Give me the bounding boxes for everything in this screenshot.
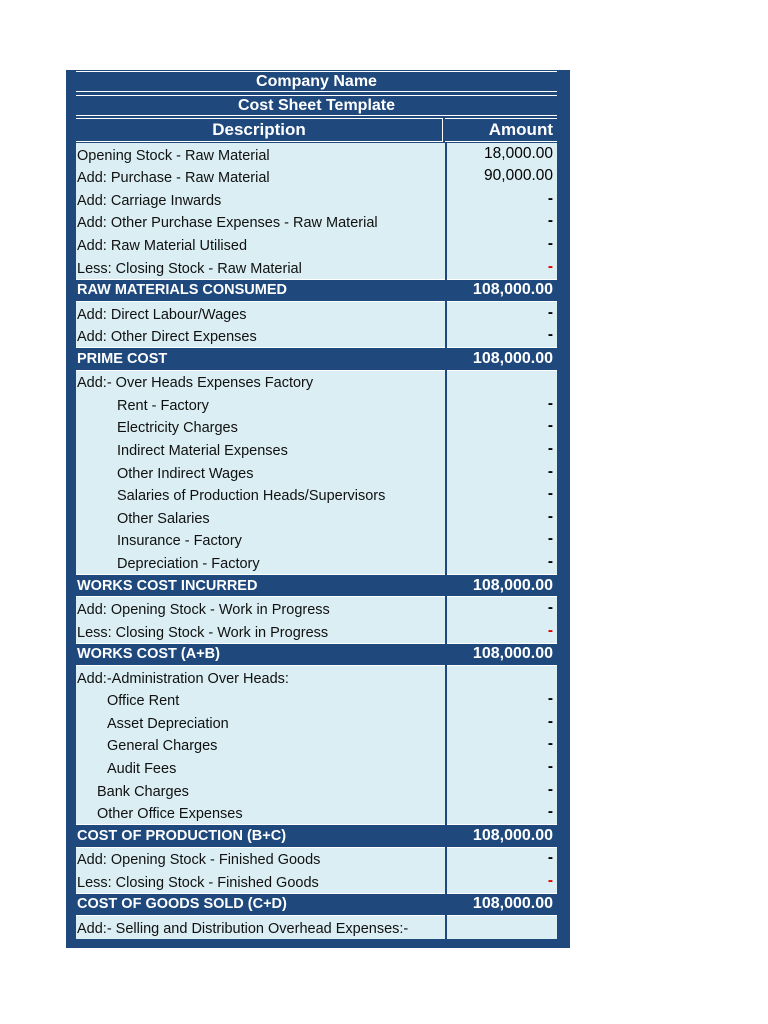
amount-cell[interactable]: - [447, 597, 557, 620]
description-cell[interactable]: Depreciation - Factory [76, 551, 445, 574]
company-name: Company Name [256, 72, 377, 90]
table-row [76, 438, 557, 461]
table-row [76, 711, 557, 734]
description-cell[interactable]: Add: Other Direct Expenses [76, 325, 445, 348]
description-cell[interactable]: PRIME COST [76, 347, 445, 370]
amount-cell[interactable]: 108,000.00 [447, 824, 557, 847]
description-cell[interactable]: Add:-Administration Over Heads: [76, 666, 445, 689]
table-row [76, 870, 557, 893]
amount-cell[interactable]: - [447, 711, 557, 734]
amount-cell[interactable]: - [447, 802, 557, 825]
description-cell[interactable]: COST OF GOODS SOLD (C+D) [76, 893, 445, 916]
amount-cell[interactable]: - [447, 325, 557, 348]
amount-cell[interactable]: - [447, 484, 557, 507]
amount-cell[interactable]: 108,000.00 [447, 279, 557, 302]
table-row [76, 689, 557, 712]
description-cell[interactable]: Office Rent [76, 689, 445, 712]
amount-cell[interactable]: - [447, 506, 557, 529]
table-row [76, 302, 557, 325]
table-row [76, 916, 557, 939]
amount-cell[interactable]: - [447, 393, 557, 416]
table-row [76, 325, 557, 348]
amount-cell[interactable]: 90,000.00 [447, 166, 557, 189]
table-row [76, 188, 557, 211]
amount-cell[interactable]: - [447, 620, 557, 643]
description-cell[interactable]: Add: Opening Stock - Work in Progress [76, 597, 445, 620]
description-cell[interactable]: RAW MATERIALS CONSUMED [76, 279, 445, 302]
description-cell[interactable]: Add:- Selling and Distribution Overhead Expenses:- [76, 916, 445, 939]
table-row [76, 484, 557, 507]
description-cell[interactable]: Electricity Charges [76, 416, 445, 439]
description-cell[interactable]: Add: Purchase - Raw Material [76, 166, 445, 189]
description-cell[interactable]: Add: Carriage Inwards [76, 188, 445, 211]
description-cell[interactable]: Add: Direct Labour/Wages [76, 302, 445, 325]
table-row [76, 802, 557, 825]
description-column-header[interactable]: Description [76, 118, 443, 142]
table-row [76, 756, 557, 779]
table-row [76, 211, 557, 234]
description-cell[interactable]: Insurance - Factory [76, 529, 445, 552]
total-row [76, 824, 557, 847]
amount-cell[interactable]: - [447, 211, 557, 234]
description-cell[interactable]: Other Office Expenses [76, 802, 445, 825]
table-row [76, 256, 557, 279]
table-row [76, 166, 557, 189]
template-title: Cost Sheet Template [237, 96, 396, 114]
amount-column-header[interactable]: Amount [445, 118, 557, 142]
table-row [76, 734, 557, 757]
total-row [76, 643, 557, 666]
amount-cell[interactable]: - [447, 551, 557, 574]
table-row [76, 416, 557, 439]
total-row [76, 574, 557, 597]
description-cell[interactable]: Add: Other Purchase Expenses - Raw Material [76, 211, 445, 234]
table-row [76, 529, 557, 552]
amount-cell[interactable]: - [447, 438, 557, 461]
amount-cell[interactable] [447, 666, 557, 689]
amount-cell[interactable]: - [447, 848, 557, 871]
template-title-cell[interactable] [76, 95, 557, 116]
amount-cell[interactable]: - [447, 302, 557, 325]
table-row [76, 143, 557, 166]
description-cell[interactable]: Add:- Over Heads Expenses Factory [76, 371, 445, 394]
amount-cell[interactable]: - [447, 529, 557, 552]
description-cell[interactable]: WORKS COST (A+B) [76, 643, 445, 666]
amount-cell[interactable]: - [447, 734, 557, 757]
description-cell[interactable]: Salaries of Production Heads/Supervisors [76, 484, 445, 507]
amount-cell[interactable]: - [447, 188, 557, 211]
company-name-cell[interactable] [76, 71, 557, 92]
description-cell[interactable]: Indirect Material Expenses [76, 438, 445, 461]
description-cell[interactable]: Less: Closing Stock - Work in Progress [76, 620, 445, 643]
description-cell[interactable]: COST OF PRODUCTION (B+C) [76, 824, 445, 847]
table-row [76, 551, 557, 574]
total-row [76, 279, 557, 302]
table-row [76, 233, 557, 256]
description-cell[interactable]: General Charges [76, 734, 445, 757]
description-cell[interactable]: Opening Stock - Raw Material [76, 143, 445, 166]
amount-cell[interactable]: - [447, 689, 557, 712]
amount-cell[interactable]: - [447, 233, 557, 256]
description-cell[interactable]: Audit Fees [76, 756, 445, 779]
amount-cell[interactable]: 108,000.00 [447, 893, 557, 916]
amount-cell[interactable]: 108,000.00 [447, 574, 557, 597]
table-row [76, 666, 557, 689]
total-row [76, 347, 557, 370]
table-row [76, 620, 557, 643]
description-cell[interactable]: Rent - Factory [76, 393, 445, 416]
table-row [76, 393, 557, 416]
description-cell[interactable]: Add: Opening Stock - Finished Goods [76, 848, 445, 871]
table-row [76, 848, 557, 871]
amount-cell[interactable]: - [447, 756, 557, 779]
amount-cell[interactable]: - [447, 779, 557, 802]
table-row [76, 371, 557, 394]
total-row [76, 893, 557, 916]
amount-cell[interactable]: - [447, 416, 557, 439]
amount-cell[interactable]: - [447, 870, 557, 893]
description-cell[interactable]: Less: Closing Stock - Finished Goods [76, 870, 445, 893]
amount-cell[interactable] [447, 916, 557, 939]
amount-cell[interactable]: - [447, 256, 557, 279]
amount-cell[interactable]: 108,000.00 [447, 347, 557, 370]
table-row [76, 597, 557, 620]
amount-cell[interactable] [447, 371, 557, 394]
table-row [76, 779, 557, 802]
amount-cell[interactable]: 108,000.00 [447, 643, 557, 666]
description-cell[interactable]: Asset Depreciation [76, 711, 445, 734]
description-cell[interactable]: WORKS COST INCURRED [76, 574, 445, 597]
amount-cell[interactable]: 18,000.00 [447, 143, 557, 166]
description-cell[interactable]: Less: Closing Stock - Raw Material [76, 256, 445, 279]
description-cell[interactable]: Other Indirect Wages [76, 461, 445, 484]
table-row [76, 461, 557, 484]
amount-cell[interactable]: - [447, 461, 557, 484]
description-cell[interactable]: Add: Raw Material Utilised [76, 233, 445, 256]
description-cell[interactable]: Other Salaries [76, 506, 445, 529]
description-cell[interactable]: Bank Charges [76, 779, 445, 802]
table-row [76, 506, 557, 529]
